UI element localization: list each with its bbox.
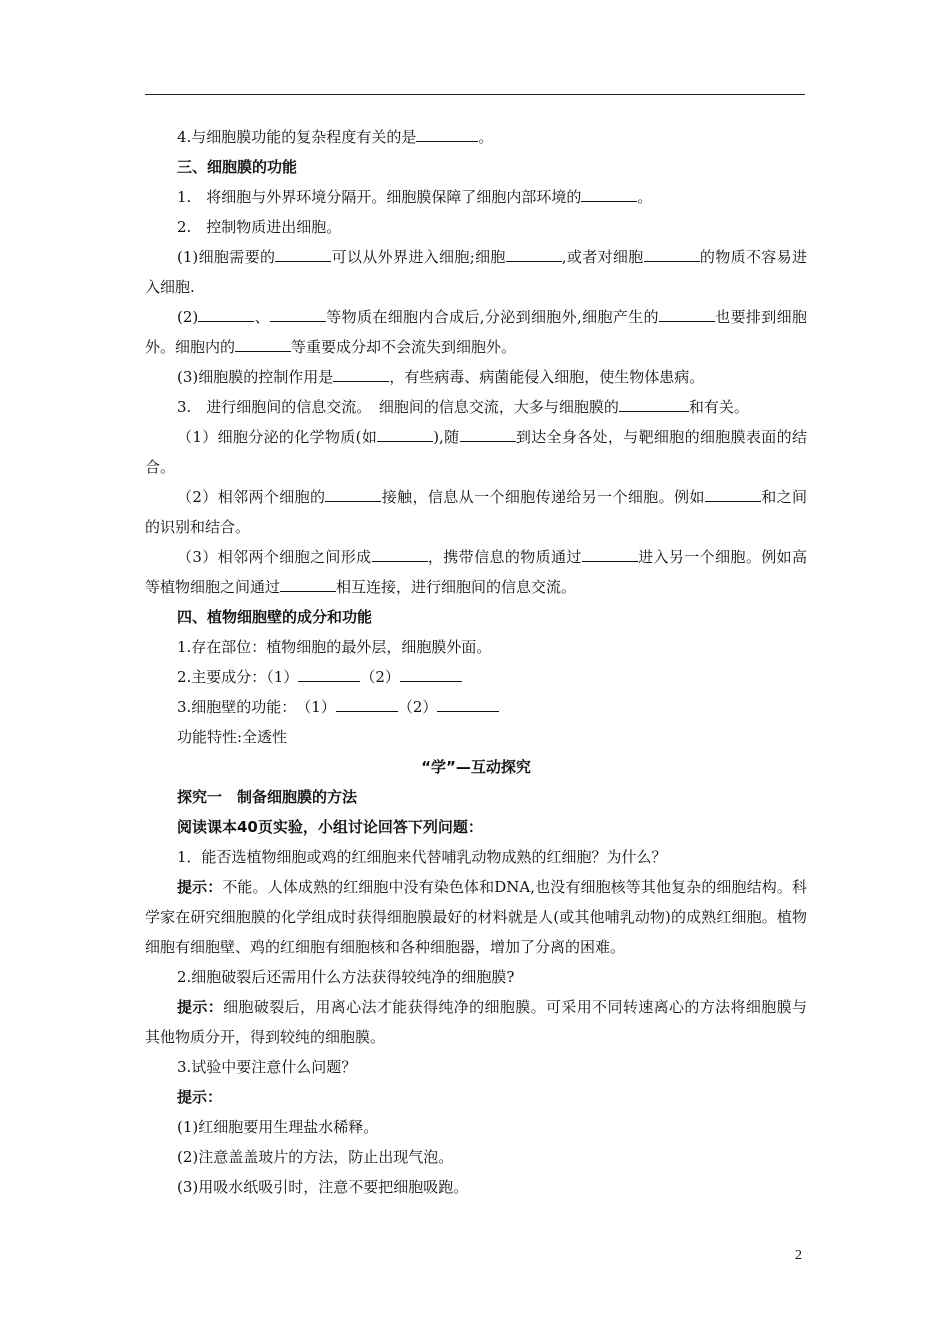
document-body xyxy=(145,122,807,1202)
answer-blank[interactable] xyxy=(437,697,499,712)
answer-blank[interactable] xyxy=(298,667,360,682)
tip-3: (3)用吸水纸吸引时，注意不要把细胞吸跑。 xyxy=(177,1178,469,1196)
heading-membrane-function: 三、细胞膜的功能 xyxy=(177,158,298,176)
answer-blank[interactable] xyxy=(582,547,638,562)
answer-blank[interactable] xyxy=(275,247,331,262)
tip-1: (1)红细胞要用生理盐水稀释。 xyxy=(177,1118,379,1136)
answer-blank[interactable] xyxy=(416,127,478,142)
hint-label: 提示： xyxy=(177,878,223,896)
answer-blank[interactable] xyxy=(280,577,336,592)
answer-blank[interactable] xyxy=(325,487,381,502)
answer-blank[interactable] xyxy=(581,187,637,202)
question-1: 1．能否选植物细胞或鸡的红细胞来代替哺乳动物成熟的红细胞？为什么？ xyxy=(177,848,667,866)
question-4: 4.与细胞膜功能的复杂程度有关的是 。 xyxy=(177,128,494,146)
answer-blank[interactable] xyxy=(506,247,562,262)
item-3-3: （3）相邻两个细胞之间形成 ，携带信息的物质通过 进入另一个细胞。例如高等植物细胞之间通过 相互连接，进行细胞间的信息交流。 xyxy=(145,548,807,596)
question-3: 3.试验中要注意什么问题？ xyxy=(177,1058,357,1076)
answer-2: 提示：细胞破裂后，用离心法才能获得纯净的细胞膜。可采用不同转速离心的方法将细胞膜与其他物质分开，得到较纯的细胞膜。 xyxy=(145,998,807,1046)
answer-blank[interactable] xyxy=(377,427,433,442)
section-title: “学”—互动探究 xyxy=(421,758,531,776)
answer-blank[interactable] xyxy=(460,427,516,442)
answer-blank[interactable] xyxy=(333,367,389,382)
wall-item-1: 1.存在部位：植物细胞的最外层，细胞膜外面。 xyxy=(177,638,492,656)
answer-blank[interactable] xyxy=(336,697,398,712)
page-number: 2 xyxy=(795,1248,802,1263)
answer-blank[interactable] xyxy=(705,487,761,502)
exploration-title: 探究一 制备细胞膜的方法 xyxy=(177,788,358,806)
answer-blank[interactable] xyxy=(270,307,326,322)
hint-label: 提示： xyxy=(177,998,224,1016)
wall-item-4: 功能特性:全透性 xyxy=(177,728,288,746)
heading-cell-wall: 四、植物细胞壁的成分和功能 xyxy=(177,608,373,626)
answer-blank[interactable] xyxy=(659,307,715,322)
item-3-2: （2）相邻两个细胞的 接触，信息从一个细胞传递给另一个细胞。例如 和之间的识别和结合。 xyxy=(145,488,807,536)
item-3-1: （1）细胞分泌的化学物质(如 ),随 到达全身各处，与靶细胞的细胞膜表面的结合。 xyxy=(145,428,807,476)
answer-blank[interactable] xyxy=(198,307,254,322)
wall-item-2: 2.主要成分：（1） （2） xyxy=(145,662,807,692)
answer-blank[interactable] xyxy=(619,397,689,412)
answer-blank[interactable] xyxy=(400,667,462,682)
item-3: 3. 进行细胞间的信息交流。 细胞间的信息交流，大多与细胞膜的 和有关。 xyxy=(177,398,749,416)
header-rule xyxy=(145,94,805,95)
exploration-intro: 阅读课本40页实验，小组讨论回答下列问题： xyxy=(177,818,483,836)
answer-blank[interactable] xyxy=(372,547,428,562)
wall-item-3: 3.细胞壁的功能： （1） （2） xyxy=(145,692,807,722)
tip-2: (2)注意盖盖玻片的方法，防止出现气泡。 xyxy=(177,1148,454,1166)
answer-blank[interactable] xyxy=(644,247,700,262)
item-2-2: (2) 、 等物质在细胞内合成后,分泌到细胞外,细胞产生的 也要排到细胞外。细胞内的 等重要成分却不会流失到细胞外。 xyxy=(145,308,807,356)
question-2: 2.细胞破裂后还需用什么方法获得较纯净的细胞膜? xyxy=(177,968,515,986)
item-2: 2. 控制物质进出细胞。 xyxy=(177,218,342,236)
hint-label-standalone: 提示： xyxy=(177,1088,223,1106)
item-2-3: (3)细胞膜的控制作用是 ，有些病毒、病菌能侵入细胞，使生物体患病。 xyxy=(177,368,705,386)
answer-1: 提示：不能。人体成熟的红细胞中没有染色体和DNA,也没有细胞核等其他复杂的细胞结构。科学家在研究细胞膜的化学组成时获得细胞膜最好的材料就是人(或其他哺乳动物)的成熟红细胞。植物细胞有细胞壁、鸡的红细胞有细胞核和各种细胞器，增加了分离的困难。 xyxy=(145,878,807,956)
item-2-1: (1)细胞需要的 可以从外界进入细胞;细胞 ,或者对细胞 的物质不容易进入细胞. xyxy=(145,248,807,296)
answer-blank[interactable] xyxy=(235,337,291,352)
item-1: 1. 将细胞与外界环境分隔开。细胞膜保障了细胞内部环境的 。 xyxy=(177,188,653,206)
